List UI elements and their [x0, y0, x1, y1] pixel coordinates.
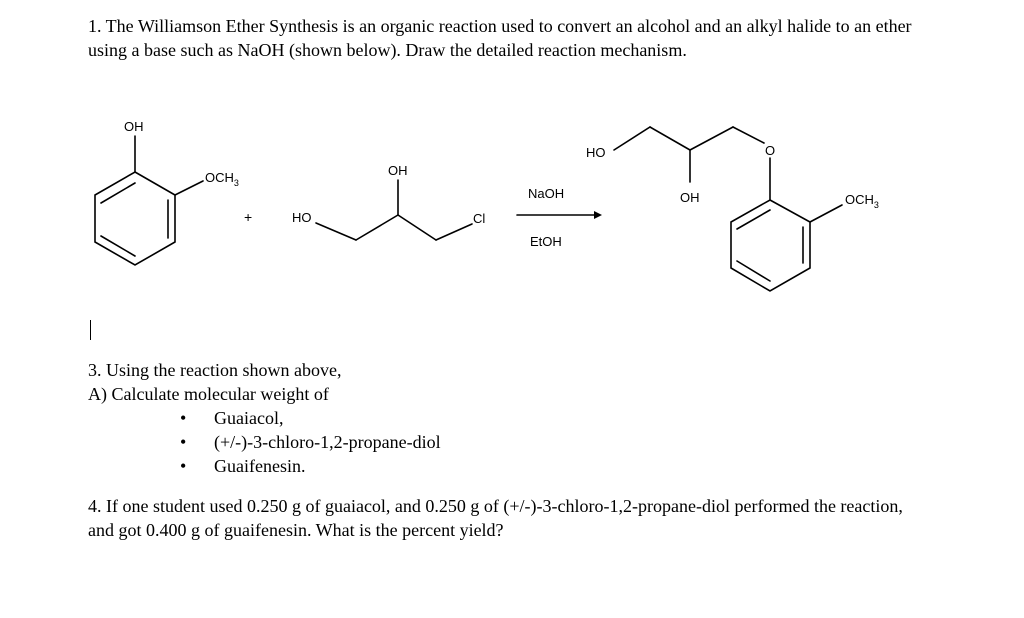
product-oh-label: OH: [680, 190, 700, 205]
product-och3-label: $OCH_3$: [845, 192, 879, 210]
list-item: • (+/-)-3-chloro-1,2-propane-diol: [180, 432, 441, 452]
question-1-text: 1. The Williamson Ether Synthesis is an organic reaction used to convert an alcohol and an alkyl halide to an ether using a base such as NaOH (shown below). Draw the detailed reaction mechanism.: [88, 16, 912, 60]
guaiacol-oh-label: OH: [124, 119, 144, 134]
chlorodiol-ho-label: HO: [292, 210, 312, 225]
guaifenesin-structure: [614, 127, 842, 291]
guaiacol-och3-label: $OCH_3$: [205, 170, 239, 188]
question-4-text: 4. If one student used 0.250 g of guaiacol, and 0.250 g of (+/-)-3-chloro-1,2-propane-diol performed the reaction, and got 0.400 g of guaifenesin. What is the percent yield?: [88, 496, 903, 540]
reagent-etoh: EtOH: [530, 234, 562, 249]
chlorodiol-cl-label: Cl: [473, 211, 486, 226]
question-3-title: 3. Using the reaction shown above,: [88, 360, 342, 380]
plus-sign: +: [244, 209, 253, 225]
product-ether-o-label: O: [765, 143, 776, 158]
list-item: • Guaifenesin.: [180, 456, 306, 476]
guaiacol-structure: [95, 136, 203, 265]
reagent-naoh: NaOH: [528, 186, 565, 201]
chlorodiol-structure: [316, 180, 472, 240]
chlorodiol-oh-label: OH: [388, 163, 408, 178]
text-cursor: [90, 320, 91, 340]
question-3-part-a: A) Calculate molecular weight of: [88, 384, 329, 404]
product-ho-label: HO: [586, 145, 606, 160]
arrow-head: [594, 211, 602, 219]
list-item: • Guaiacol,: [180, 408, 284, 428]
molecule-list: [180, 406, 441, 478]
